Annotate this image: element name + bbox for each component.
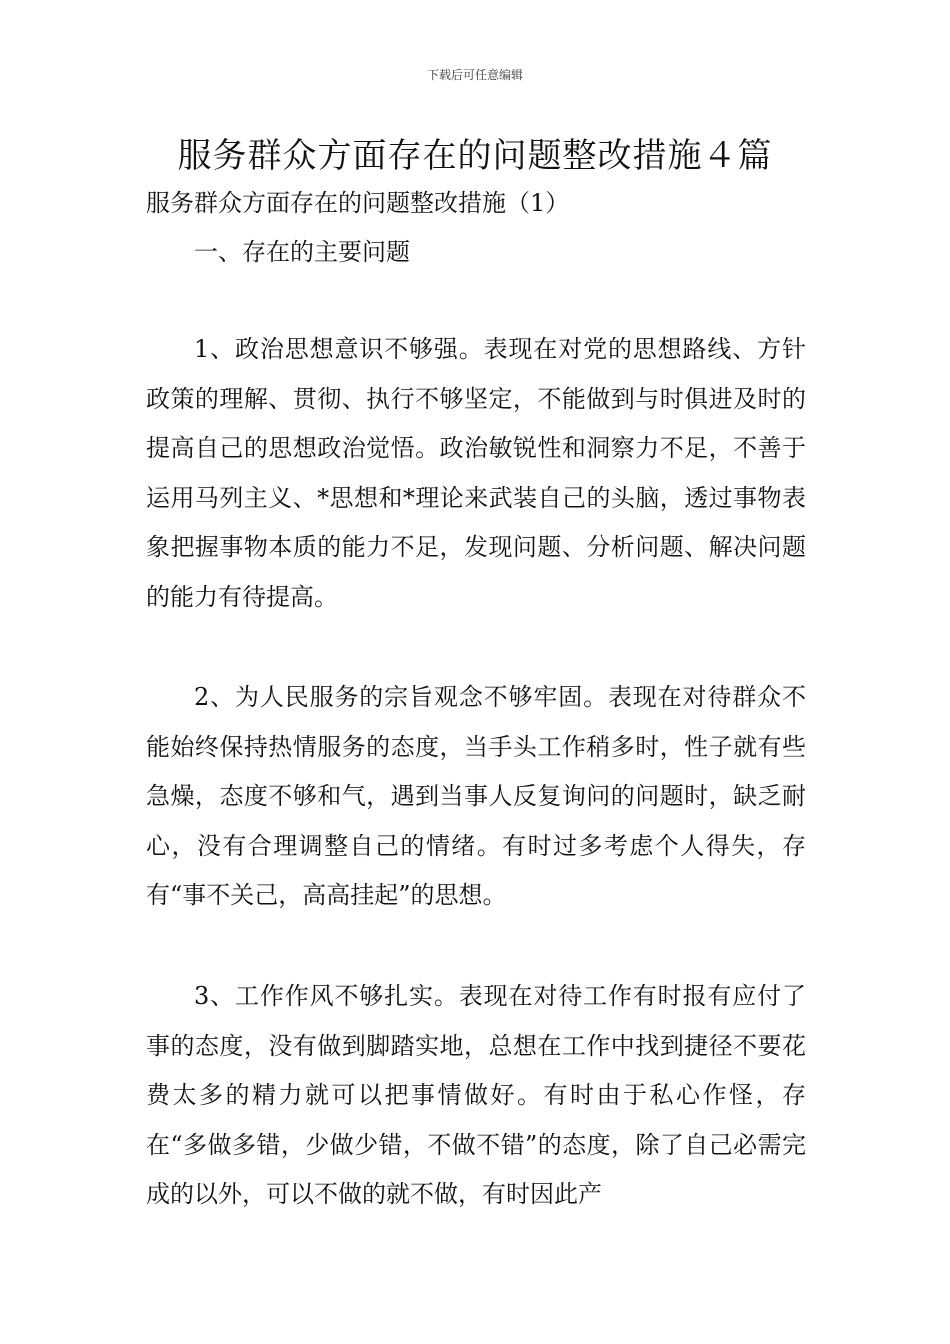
document-title: 服务群众方面存在的问题整改措施４篇: [177, 136, 773, 176]
section-heading: 一、存在的主要问题: [194, 238, 410, 266]
header-note: 下载后可任意编辑: [426, 68, 523, 82]
paragraph-2: 2、为人民服务的宗旨观念不够牢固。表现在对待群众不能始终保持热情服务的态度，当手头工作稍多时，性子就有些急燥，态度不够和气，遇到当事人反复询问的问题时，缺乏耐心，没有合理调整自己的情绪。有时过多考虑个人得失，存有“事不关己，高高挂起”的思想。: [146, 683, 806, 909]
document-subtitle: 服务群众方面存在的问题整改措施（1）: [146, 189, 570, 217]
paragraph-1: 1、政治思想意识不够强。表现在对党的思想路线、方针政策的理解、贯彻、执行不够坚定，不能做到与时俱进及时的提高自己的思想政治觉悟。政治敏锐性和洞察力不足，不善于运用马列主义、*思想和*理论来武装自己的头脑，透过事物表象把握事物本质的能力不足，发现问题、分析问题、解决问题的能力有待提高。: [146, 335, 806, 611]
paragraph-3: 3、工作作风不够扎实。表现在对待工作有时报有应付了事的态度，没有做到脚踏实地，总想在工作中找到捷径不要花费太多的精力就可以把事情做好。有时由于私心作怪，存在“多做多错，少做少错，不做不错”的态度，除了自己必需完成的以外，可以不做的就不做，有时因此产: [146, 982, 806, 1208]
